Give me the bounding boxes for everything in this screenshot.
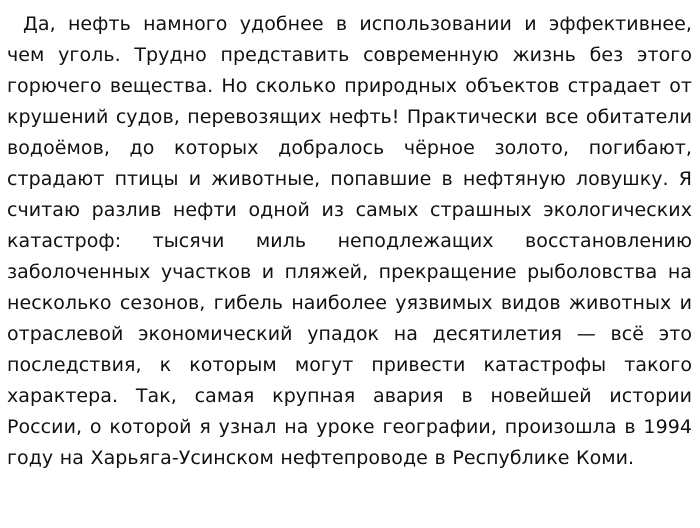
essay-paragraph: Да, нефть намного удобнее в использовании и эффективнее, чем уголь. Трудно представить современную жизнь без этого горючего вещества. Но сколько природных объектов страдает от крушений судов, перевозящих нефть! Практически все обитатели водоёмов, до которых добралось чёрное золото, погибают, страдают птицы и животные, попавшие в нефтяную ловушку. Я считаю разлив нефти одной из самых страшных экологических катастроф: тысячи миль неподлежащих восстановлению заболоченных участков и пляжей, прекращение рыболовства на несколько сезонов, гибель наиболее уязвимых видов животных и отраслевой экономический упадок на десятилетия — всё это последствия, к которым могут привести катастрофы такого характера. Так, самая крупная авария в новейшей истории России, о которой я узнал на уроке географии, произошла в 1994 году на Харьяга-Усинском нефтепроводе в Республике Коми. — [7, 13, 692, 469]
